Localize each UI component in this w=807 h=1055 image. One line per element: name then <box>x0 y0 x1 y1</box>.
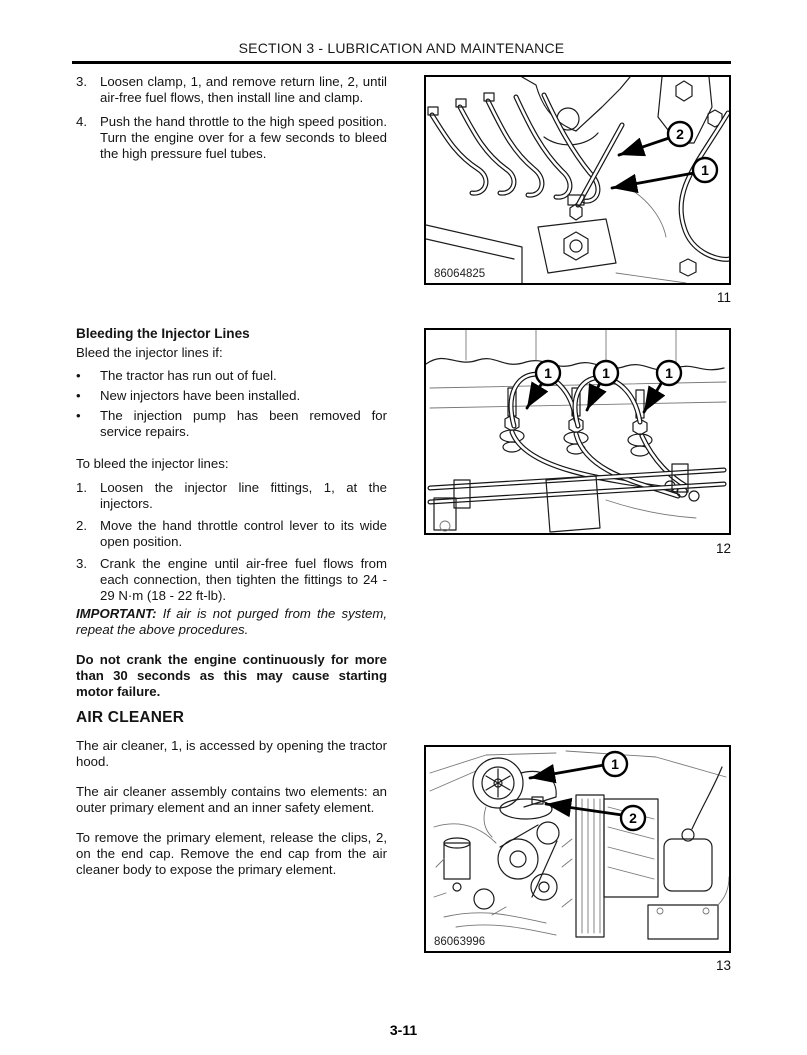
callout-label: 2 <box>629 810 637 826</box>
bullet-marker: • <box>76 408 81 423</box>
callout-label: 1 <box>602 365 610 381</box>
step-text: Loosen clamp, 1, and remove return line, 2, until air-free fuel flows, then install line and clamp. <box>100 74 387 105</box>
step-number: 3. <box>76 556 87 571</box>
numbered-step <box>76 114 387 162</box>
important-label: IMPORTANT: <box>76 606 157 621</box>
air-cleaner-paragraphs <box>76 738 387 892</box>
figure-13-caption: 13 <box>715 958 731 973</box>
callout-2 <box>621 806 645 830</box>
callout-1c <box>657 361 681 385</box>
figure-12-art <box>426 330 729 533</box>
step-number: 1. <box>76 480 87 495</box>
step-number: 4. <box>76 114 87 129</box>
section-heading-air-cleaner: AIR CLEANER <box>76 709 185 726</box>
bullet-marker: • <box>76 368 81 383</box>
callout-label: 1 <box>701 162 709 178</box>
callout-1 <box>603 752 627 776</box>
paragraph: To remove the primary element, release the clips, 2, on the end cap. Remove the end cap from the air cleaner body to expose the primary element. <box>76 830 387 877</box>
callout-label: 1 <box>544 365 552 381</box>
fuel-bleed-steps <box>76 74 387 170</box>
callout-label: 2 <box>676 126 684 142</box>
callout-2 <box>668 122 692 146</box>
figure-12 <box>424 328 731 535</box>
crank-warning: Do not crank the engine continuously for more than 30 seconds as this may cause starting motor failure. <box>76 652 387 699</box>
callout-label: 1 <box>611 756 619 772</box>
step-text: Loosen the injector line fittings, 1, at the injectors. <box>100 480 387 511</box>
bullet-item <box>76 388 387 404</box>
step-text: Crank the engine until air-free fuel flows from each connection, then tighten the fittings to 24 - 29 N·m (18 - 22 ft-lb). <box>100 556 387 603</box>
figure-11-art <box>426 77 729 283</box>
bleeding-intro: Bleed the injector lines if: <box>76 345 223 360</box>
step-number: 3. <box>76 74 87 89</box>
paragraph: The air cleaner assembly contains two elements: an outer primary element and an inner safety element. <box>76 784 387 815</box>
figure-11 <box>424 75 731 285</box>
bullet-text: The injection pump has been removed for service repairs. <box>100 408 387 439</box>
bullet-marker: • <box>76 388 81 403</box>
bullet-text: New injectors have been installed. <box>100 388 301 403</box>
step-text: Push the hand throttle to the high speed position. Turn the engine over for a few seconds to bleed the high pressure fuel tubes. <box>100 114 387 161</box>
photo-id: 86063996 <box>434 936 486 948</box>
page-number: 3-11 <box>389 1022 418 1038</box>
callout-1 <box>693 158 717 182</box>
bleeding-conditions-list <box>76 368 387 444</box>
section-header: SECTION 3 - LUBRICATION AND MAINTENANCE <box>238 40 565 56</box>
bullet-text: The tractor has run out of fuel. <box>100 368 277 383</box>
subsection-heading-bleeding: Bleeding the Injector Lines <box>76 326 250 341</box>
callout-1b <box>594 361 618 385</box>
figure-13-art <box>426 747 729 951</box>
numbered-step <box>76 556 387 604</box>
step-text: Move the hand throttle control lever to its wide open position. <box>100 518 387 549</box>
important-text: If air is not purged from the system, repeat the above procedures. <box>76 606 387 637</box>
header-rule <box>72 61 731 64</box>
figure-11-caption: 11 <box>716 290 731 305</box>
callout-1a <box>536 361 560 385</box>
figure-12-caption: 12 <box>715 541 731 556</box>
bullet-item <box>76 408 387 440</box>
photo-id: 86064825 <box>434 268 486 280</box>
numbered-step <box>76 480 387 512</box>
numbered-step <box>76 518 387 550</box>
bleeding-procedure-steps <box>76 480 387 610</box>
numbered-step <box>76 74 387 106</box>
paragraph: The air cleaner, 1, is accessed by opening the tractor hood. <box>76 738 387 769</box>
figure-13 <box>424 745 731 953</box>
important-note <box>76 606 387 638</box>
step-number: 2. <box>76 518 87 533</box>
callout-label: 1 <box>665 365 673 381</box>
bullet-item <box>76 368 387 384</box>
procedure-intro: To bleed the injector lines: <box>76 456 229 471</box>
